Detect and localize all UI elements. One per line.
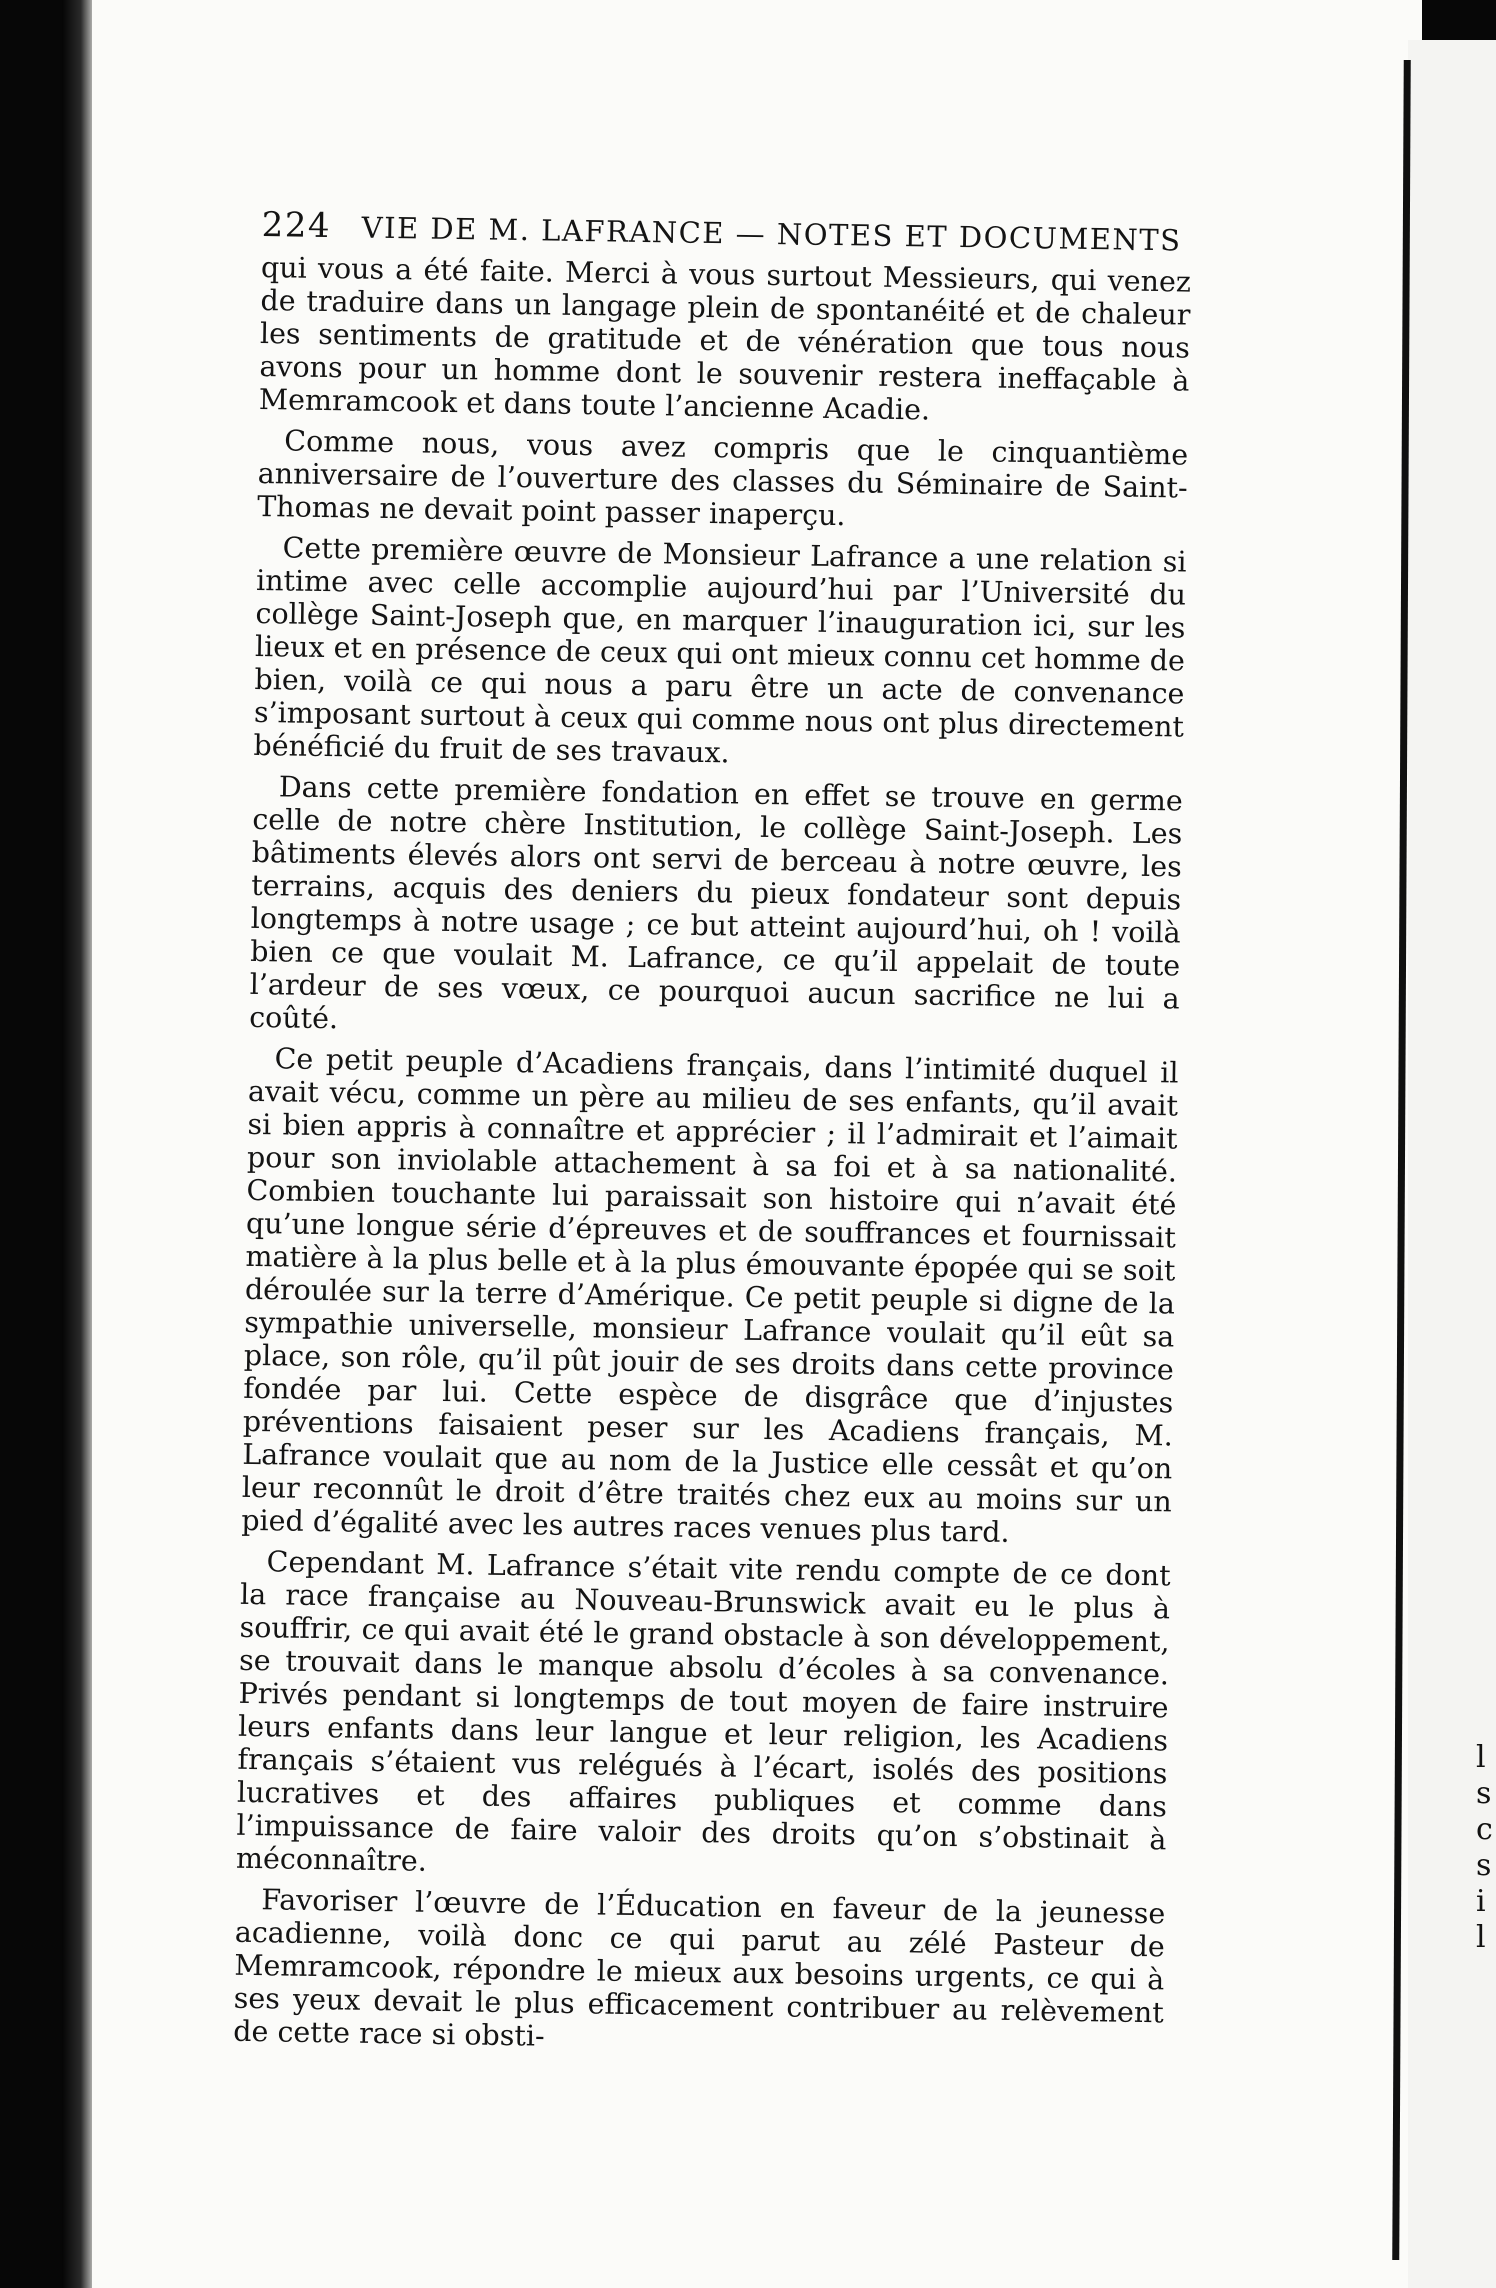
running-head-title: VIE DE M. LAFRANCE — NOTES ET DOCUMENTS	[361, 210, 1182, 258]
page-text-block	[233, 205, 1192, 2070]
adjacent-letter: s	[1476, 1848, 1492, 1883]
paragraph: Cette première œuvre de Monsieur Lafrance a une relation si intime avec celle accomplie aujourd’hui par l’Université du collège Saint-Joseph que, en marquer l’inauguration ici, sur les lieux et en présence de ceux qui ont mieux connu cet homme de bien, voilà ce qui nous a paru être un acte de convenance s’imposant surtout à ceux qui comme nous ont plus directement bénéficié du fruit de ses travaux.	[253, 531, 1187, 770]
adjacent-letter: c	[1476, 1812, 1493, 1847]
adjacent-letter: i	[1476, 1884, 1486, 1919]
book-spine-shadow	[62, 0, 96, 2288]
adjacent-letter: l	[1476, 1740, 1486, 1775]
adjacent-page-letters	[1476, 1740, 1493, 1956]
paragraph: Comme nous, vous avez compris que le cinquantième anniversaire de l’ouverture des classes du Séminaire de Saint-Thomas ne devait point passer inaperçu.	[257, 424, 1189, 533]
paragraph: Ce petit peuple d’Acadiens français, dans l’intimité duquel il avait vécu, comme un père au milieu de ses enfants, qu’il avait si bien appris à connaître et apprécier ; il l’admirait et l’aimait pour son inviolable attachement à sa foi et à sa nationalité. Combien touchante lui paraissait son histoire qui n’avait été qu’une longue série d’épreuves et de souffrances et fournissait matière à la plus belle et à la plus émouvante épopée qui se soit déroulée sur la terre d’Amérique. Ce petit peuple si digne de la sympathie universelle, monsieur Lafrance voulait qu’il eût sa place, son rôle, qu’il pût jouir de ses droits dans cette province fondée par lui. Cette espèce de disgrâce que d’injustes préventions faisaient peser sur les Acadiens français, M. Lafrance voulait que au nom de la Justice elle cessât et qu’on leur reconnût le droit d’être traités chez eux au moins sur un pied d’égalité avec les autres races venues plus tard.	[241, 1042, 1179, 1549]
page-number: 224	[261, 205, 332, 247]
paragraph: Favoriser l’œuvre de l’Éducation en faveur de la jeunesse acadienne, voilà donc ce qui parut au zélé Pasteur de Memramcook, répondre le mieux aux besoins urgents, ce qui à ses yeux devait le plus efficacement contribuer au relèvement de cette race si obsti-	[233, 1883, 1166, 2053]
paragraph: Dans cette première fondation en effet se trouve en germe celle de notre chère Institution, le collège Saint-Joseph. Les bâtiments élevés alors ont servi de berceau à notre œuvre, les terrains, acquis des deniers du pieux fondateur sont depuis longtemps à notre usage ; ce but atteint aujourd’hui, oh ! voilà bien ce que voulait M. Lafrance, ce qu’il appelait de toute l’ardeur de ses vœux, ce pourquoi aucun sacrifice ne lui a coûté.	[248, 770, 1184, 1036]
paragraph: qui vous a été faite. Merci à vous surtout Messieurs, qui venez de traduire dans un langage plein de spontanéité et de chaleur les sentiments de gratitude et de vénération que tous nous avons pour un homme dont le souvenir restera ineffaçable à Memramcook et dans toute l’ancienne Acadie.	[258, 250, 1192, 427]
adjacent-letter: l	[1476, 1920, 1486, 1955]
paragraph: Cependant M. Lafrance s’était vite rendu compte de ce dont la race française au Nouveau-Brunswick avait eu le plus à souffrir, ce qui avait été le grand obstacle à son développement, se trouvait dans le manque absolu d’écoles à sa convenance. Privés pendant si longtemps de tout moyen de faire instruire leurs enfants dans leur langue et leur religion, les Acadiens français s’étaient vus relégués à l’écart, isolés des positions lucratives et des affaires publiques et comme dans l’impuissance de faire valoir des droits qu’on s’obstinait à méconnaître.	[235, 1545, 1171, 1878]
body-text	[233, 251, 1191, 2062]
adjacent-letter: s	[1476, 1776, 1492, 1811]
